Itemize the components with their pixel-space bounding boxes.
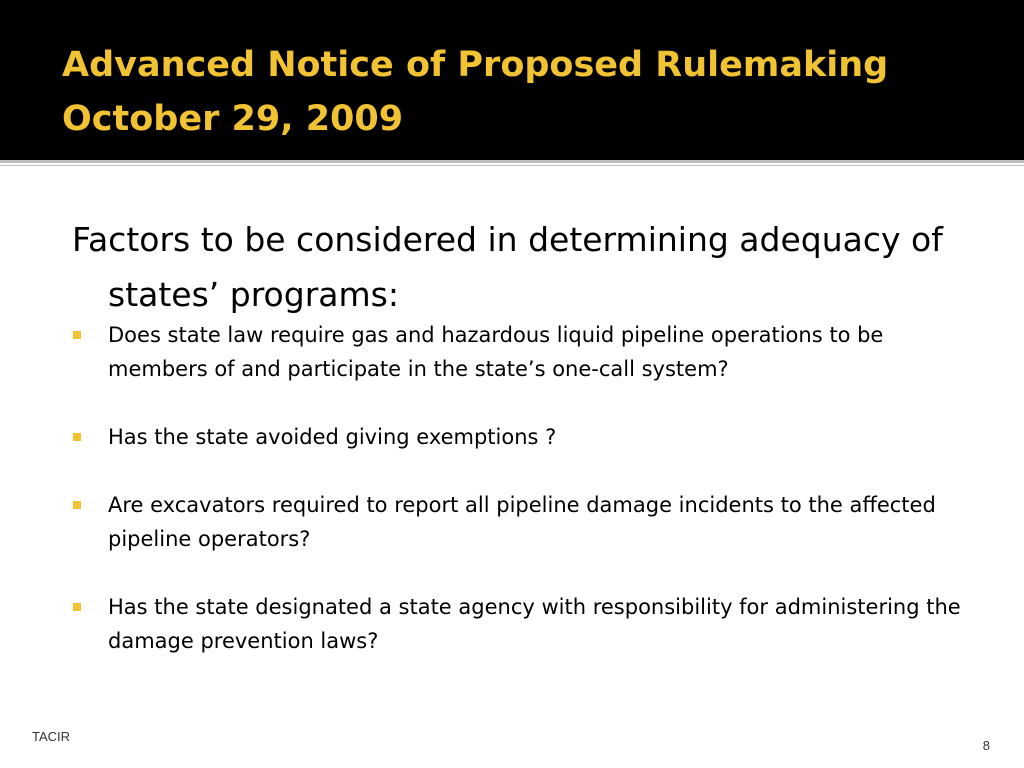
bullet-list xyxy=(72,318,972,658)
slide-title-line-2: October 29, 2009 xyxy=(62,99,404,139)
page-number: 8 xyxy=(982,738,990,753)
title-divider-highlight xyxy=(0,163,1024,165)
slide-title-line-1: Advanced Notice of Proposed Rulemaking xyxy=(62,45,889,85)
bullet-item xyxy=(72,318,972,386)
bullet-item xyxy=(72,488,972,556)
title-bar xyxy=(0,0,1024,160)
square-bullet-icon xyxy=(73,501,81,509)
square-bullet-icon xyxy=(73,603,81,611)
bullet-text: Has the state avoided giving exemptions ? xyxy=(108,425,557,449)
footer-organization: TACIR xyxy=(32,729,71,744)
square-bullet-icon xyxy=(73,433,81,441)
bullet-text: Are excavators required to report all pipeline damage incidents to the affected pipeline operators? xyxy=(108,493,936,551)
lead-text: Factors to be considered in determining adequacy of states’ programs: xyxy=(72,220,943,314)
bullet-text: Has the state designated a state agency with responsibility for administering the damage prevention laws? xyxy=(108,595,961,653)
bullet-item xyxy=(72,590,972,658)
bullet-text: Does state law require gas and hazardous liquid pipeline operations to be members of and participate in the state’s one-call system? xyxy=(108,323,884,381)
square-bullet-icon xyxy=(73,331,81,339)
bullet-item xyxy=(72,420,972,454)
slide-title xyxy=(62,38,1002,146)
